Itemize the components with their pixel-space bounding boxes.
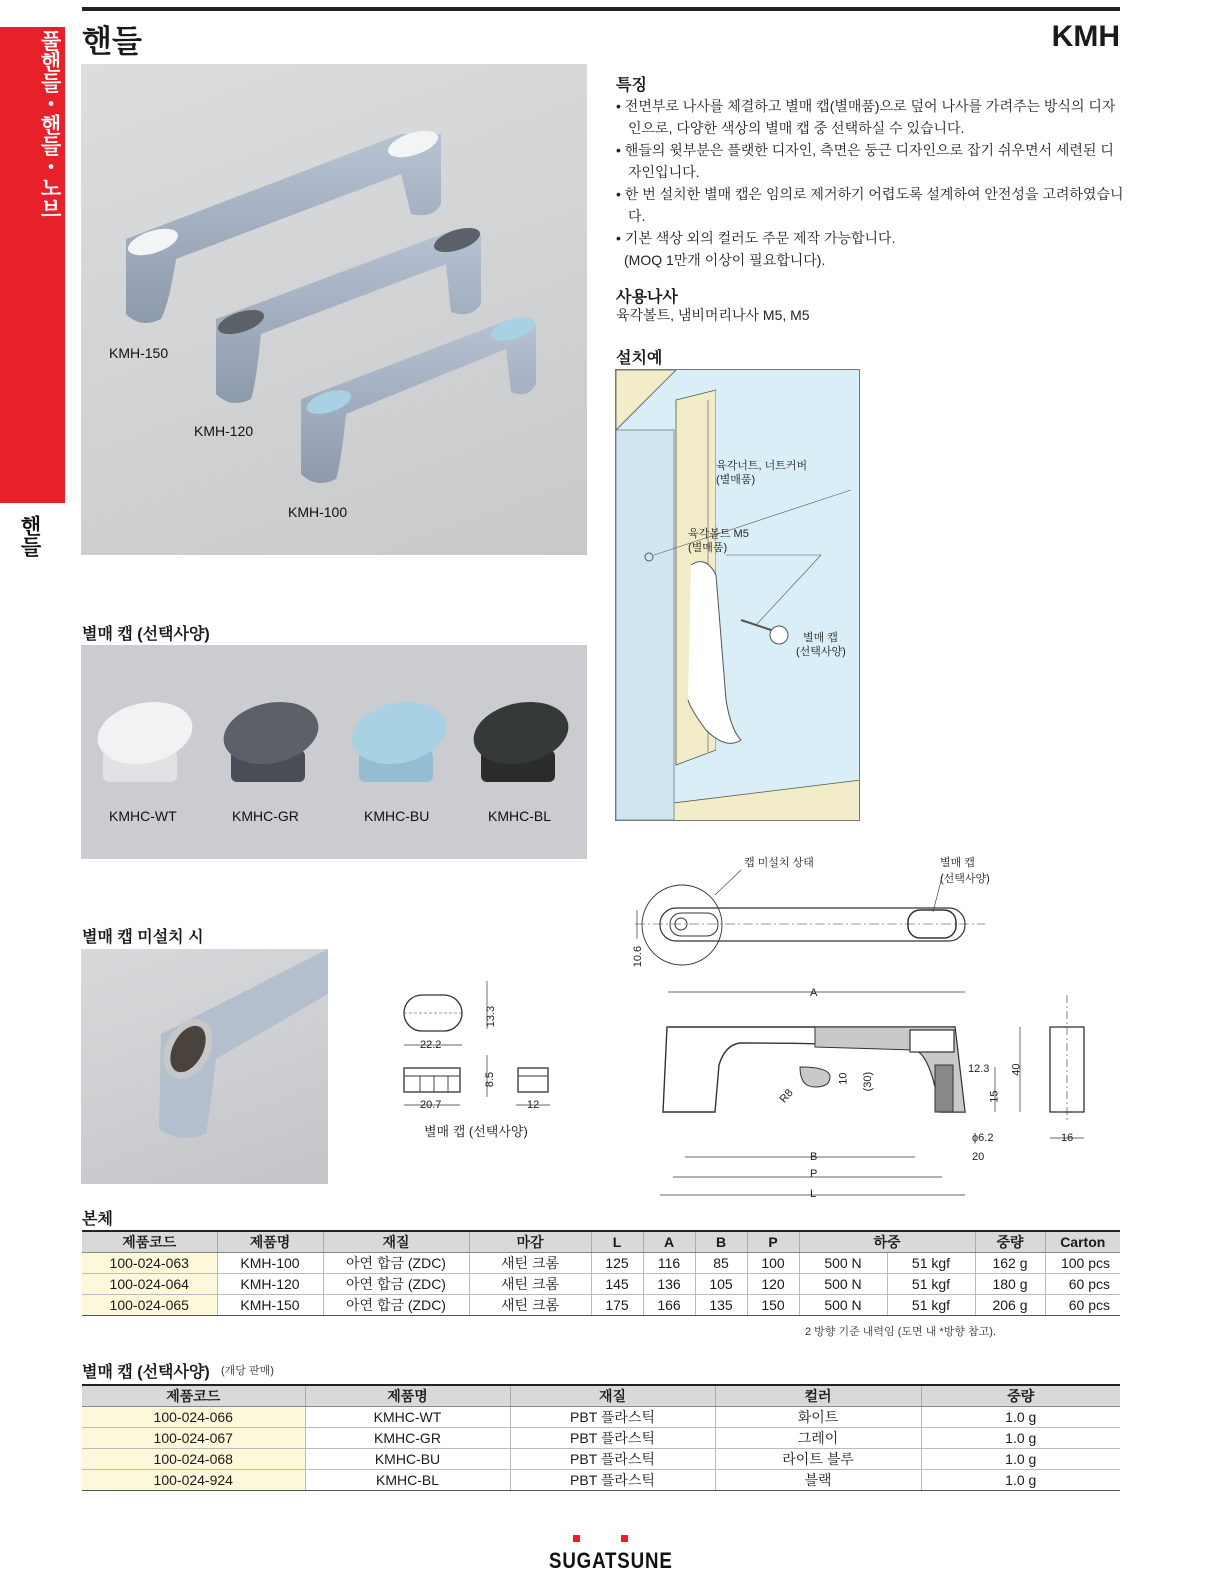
- cell: 100-024-067: [82, 1428, 305, 1449]
- cap-dim-side: 12: [527, 1099, 540, 1111]
- logo-dots: [573, 1535, 629, 1543]
- install-label-cap-sub: (선택사양): [796, 646, 846, 658]
- table-row: [82, 1428, 1120, 1449]
- brand-logo: SUGATSUNE: [549, 1548, 673, 1573]
- cell: 135: [695, 1295, 747, 1316]
- cell: 180 g: [975, 1274, 1045, 1295]
- th-material: 재질: [510, 1385, 715, 1407]
- dim-16: 16: [1061, 1132, 1074, 1144]
- cell: KMHC-GR: [305, 1428, 510, 1449]
- th-material: 재질: [323, 1231, 469, 1253]
- th-finish: 마감: [469, 1231, 591, 1253]
- cap-table-title: 별매 캡 (선택사양): [82, 1364, 210, 1381]
- dim-l: L: [810, 1188, 817, 1200]
- cell: KMHC-BU: [305, 1449, 510, 1470]
- cell: PBT 플라스틱: [510, 1428, 715, 1449]
- feature-item: • 전면부로 나사를 체결하고 별매 캡(별매품)으로 덮어 나사를 가려주는 방식의 디자인으로, 다양한 색상의 별매 캡 중 선택하실 수 있습니다.: [616, 98, 1116, 136]
- cell: KMH-150: [217, 1295, 323, 1316]
- table-row: [82, 1470, 1120, 1491]
- cell: 화이트: [715, 1407, 921, 1428]
- table-row: [82, 1253, 1120, 1274]
- cell: 150: [747, 1295, 799, 1316]
- cell: 블랙: [715, 1470, 921, 1491]
- cell: 500 N: [799, 1295, 887, 1316]
- label-kmhc-wt: KMHC-WT: [109, 808, 177, 824]
- table-row: [82, 1407, 1120, 1428]
- feature-item: • 기본 색상 외의 컬러도 주문 제작 가능합니다.: [616, 230, 896, 246]
- sidebar-category-label: 풀핸들・핸들・노브: [38, 30, 61, 219]
- cell: KMH-100: [217, 1253, 323, 1274]
- th-color: 컬러: [715, 1385, 921, 1407]
- cell: 새틴 크롬: [469, 1295, 591, 1316]
- cell: 새틴 크롬: [469, 1253, 591, 1274]
- cell: KMHC-BL: [305, 1470, 510, 1491]
- body-table-title: 본체: [82, 1211, 113, 1228]
- install-label-cap: 별매 캡: [803, 632, 838, 644]
- cap-table-note: (개당 판매): [221, 1365, 274, 1377]
- cell: 그레이: [715, 1428, 921, 1449]
- th-l: L: [591, 1231, 643, 1253]
- dim-30: (30): [862, 1071, 875, 1092]
- label-kmh-120: KMH-120: [194, 423, 254, 439]
- cell: 175: [591, 1295, 643, 1316]
- cell: 100: [747, 1253, 799, 1274]
- cell: 1.0 g: [921, 1449, 1120, 1470]
- cap-wt-shape: [92, 694, 198, 782]
- install-label-bolt: 육각볼트 M5: [688, 528, 749, 540]
- cell: 100-024-063: [82, 1253, 217, 1274]
- label-kmh-100: KMH-100: [288, 504, 348, 520]
- cell: 162 g: [975, 1253, 1045, 1274]
- header-rule: [82, 7, 1120, 11]
- install-example-figure: [615, 369, 860, 821]
- th-weight: 중량: [921, 1385, 1120, 1407]
- th-code: 제품코드: [82, 1231, 217, 1253]
- features-list: [616, 95, 1126, 271]
- screws-text: 육각볼트, 냄비머리나사 M5, M5: [616, 307, 810, 323]
- feature-item: • 한 번 설치한 별매 캡은 임의로 제거하기 어렵도록 설계하여 안전성을 고려하였습니다.: [616, 186, 1124, 224]
- dim-b: B: [810, 1151, 818, 1163]
- dim-15: 15: [988, 1090, 1001, 1103]
- cell: 145: [591, 1274, 643, 1295]
- cell: 500 N: [799, 1253, 887, 1274]
- cell: 1.0 g: [921, 1470, 1120, 1491]
- table-row: [82, 1274, 1120, 1295]
- th-name: 제품명: [305, 1385, 510, 1407]
- cap-dim-width: 22.2: [420, 1039, 442, 1051]
- table-header-row: [82, 1385, 1120, 1407]
- cell: 아연 합금 (ZDC): [323, 1274, 469, 1295]
- label-kmhc-bu: KMHC-BU: [364, 808, 430, 824]
- product-photo-main: [81, 64, 587, 555]
- dim-a: A: [810, 987, 818, 999]
- install-label-nut: 육각너트, 너트커버: [716, 460, 808, 472]
- dim-10-6: 10.6: [632, 945, 645, 968]
- cell: 1.0 g: [921, 1407, 1120, 1428]
- th-b: B: [695, 1231, 747, 1253]
- cap-dim-base: 20.7: [420, 1099, 442, 1111]
- cell: 100-024-064: [82, 1274, 217, 1295]
- cell: 116: [643, 1253, 695, 1274]
- feature-item: • 핸들의 윗부분은 플랫한 디자인, 측면은 둥근 디자인으로 잡기 쉬우면서 세련된 디자인입니다.: [616, 142, 1114, 180]
- th-load: 하중: [799, 1231, 975, 1253]
- dim-40: 40: [1010, 1063, 1023, 1076]
- th-carton: Carton: [1045, 1231, 1120, 1253]
- cap-bl-shape: [468, 694, 574, 782]
- cell: KMH-120: [217, 1274, 323, 1295]
- body-spec-table: [82, 1230, 1120, 1316]
- th-name: 제품명: [217, 1231, 323, 1253]
- drawing-cap-label: 별매 캡: [940, 857, 975, 869]
- page-title: 핸들: [82, 24, 142, 59]
- cell: KMHC-WT: [305, 1407, 510, 1428]
- cell: 166: [643, 1295, 695, 1316]
- cell: PBT 플라스틱: [510, 1407, 715, 1428]
- cell: 136: [643, 1274, 695, 1295]
- cap-dim-height: 13.3: [485, 1005, 498, 1028]
- features-title: 특징: [616, 77, 647, 94]
- cell: 85: [695, 1253, 747, 1274]
- cap-spec-table: [82, 1384, 1120, 1491]
- install-label-bolt-sub: (별매품): [688, 542, 728, 554]
- caps-photo-title: 별매 캡 (선택사양): [82, 626, 210, 643]
- cell: 새틴 크롬: [469, 1274, 591, 1295]
- cell: 206 g: [975, 1295, 1045, 1316]
- series-code: KMH: [1051, 20, 1120, 53]
- cell: 105: [695, 1274, 747, 1295]
- install-label-nut-sub: (별매품): [716, 474, 756, 486]
- label-kmh-150: KMH-150: [109, 345, 169, 361]
- cell: 60 pcs: [1045, 1274, 1120, 1295]
- th-weight: 중량: [975, 1231, 1045, 1253]
- th-p: P: [747, 1231, 799, 1253]
- nocap-illustration: [81, 949, 328, 1184]
- dim-p: P: [810, 1168, 818, 1180]
- nocap-photo: [81, 949, 328, 1184]
- handles-illustration: [81, 64, 587, 555]
- cell: 아연 합금 (ZDC): [323, 1253, 469, 1274]
- table-row: [82, 1449, 1120, 1470]
- nocap-photo-title: 별매 캡 미설치 시: [82, 929, 204, 946]
- dim-r8: R8: [777, 1086, 796, 1106]
- drawing-cap-uninstalled: 캡 미설치 상태: [744, 857, 814, 869]
- cell: 51 kgf: [887, 1295, 975, 1316]
- dim-10: 10: [837, 1072, 850, 1085]
- cell: PBT 플라스틱: [510, 1470, 715, 1491]
- dim-20: 20: [972, 1151, 985, 1163]
- cap-bu-shape: [346, 694, 452, 782]
- cell: 51 kgf: [887, 1253, 975, 1274]
- table-header-row: [82, 1231, 1120, 1253]
- th-code: 제품코드: [82, 1385, 305, 1407]
- cap-dimension-drawing: [390, 975, 570, 1145]
- cell: 500 N: [799, 1274, 887, 1295]
- cell: 100 pcs: [1045, 1253, 1120, 1274]
- cell: 아연 합금 (ZDC): [323, 1295, 469, 1316]
- cell: 51 kgf: [887, 1274, 975, 1295]
- cell: PBT 플라스틱: [510, 1449, 715, 1470]
- feature-moq: (MOQ 1만개 이상이 필요합니다).: [624, 252, 826, 268]
- cell: 60 pcs: [1045, 1295, 1120, 1316]
- cell: 120: [747, 1274, 799, 1295]
- dim-12-3: 12.3: [968, 1063, 990, 1075]
- load-note: 2 방향 기준 내력임 (도면 내 *방향 참고).: [805, 1326, 996, 1338]
- cap-dim-depth: 8.5: [484, 1071, 497, 1088]
- label-kmhc-gr: KMHC-GR: [232, 808, 299, 824]
- screws-title: 사용나사: [616, 289, 678, 306]
- caps-illustration: [81, 645, 587, 859]
- drawing-cap-label-sub: (선택사양): [940, 873, 990, 885]
- cell: 100-024-924: [82, 1470, 305, 1491]
- sidebar-section-label: 핸들: [18, 515, 41, 557]
- cell: 1.0 g: [921, 1428, 1120, 1449]
- cell: 125: [591, 1253, 643, 1274]
- label-kmhc-bl: KMHC-BL: [488, 808, 552, 824]
- dim-phi-6-2: ϕ6.2: [972, 1132, 994, 1144]
- cell: 100-024-068: [82, 1449, 305, 1470]
- cap-drawing-caption: 별매 캡 (선택사양): [424, 1124, 528, 1139]
- cell: 100-024-066: [82, 1407, 305, 1428]
- cell: 100-024-065: [82, 1295, 217, 1316]
- handle-technical-drawing: [615, 855, 1120, 1205]
- cell: 라이트 블루: [715, 1449, 921, 1470]
- install-illustration: [616, 370, 860, 821]
- table-row: [82, 1295, 1120, 1316]
- caps-photo: [81, 645, 587, 859]
- th-a: A: [643, 1231, 695, 1253]
- install-title: 설치예: [616, 350, 663, 367]
- cap-gr-shape: [218, 694, 324, 782]
